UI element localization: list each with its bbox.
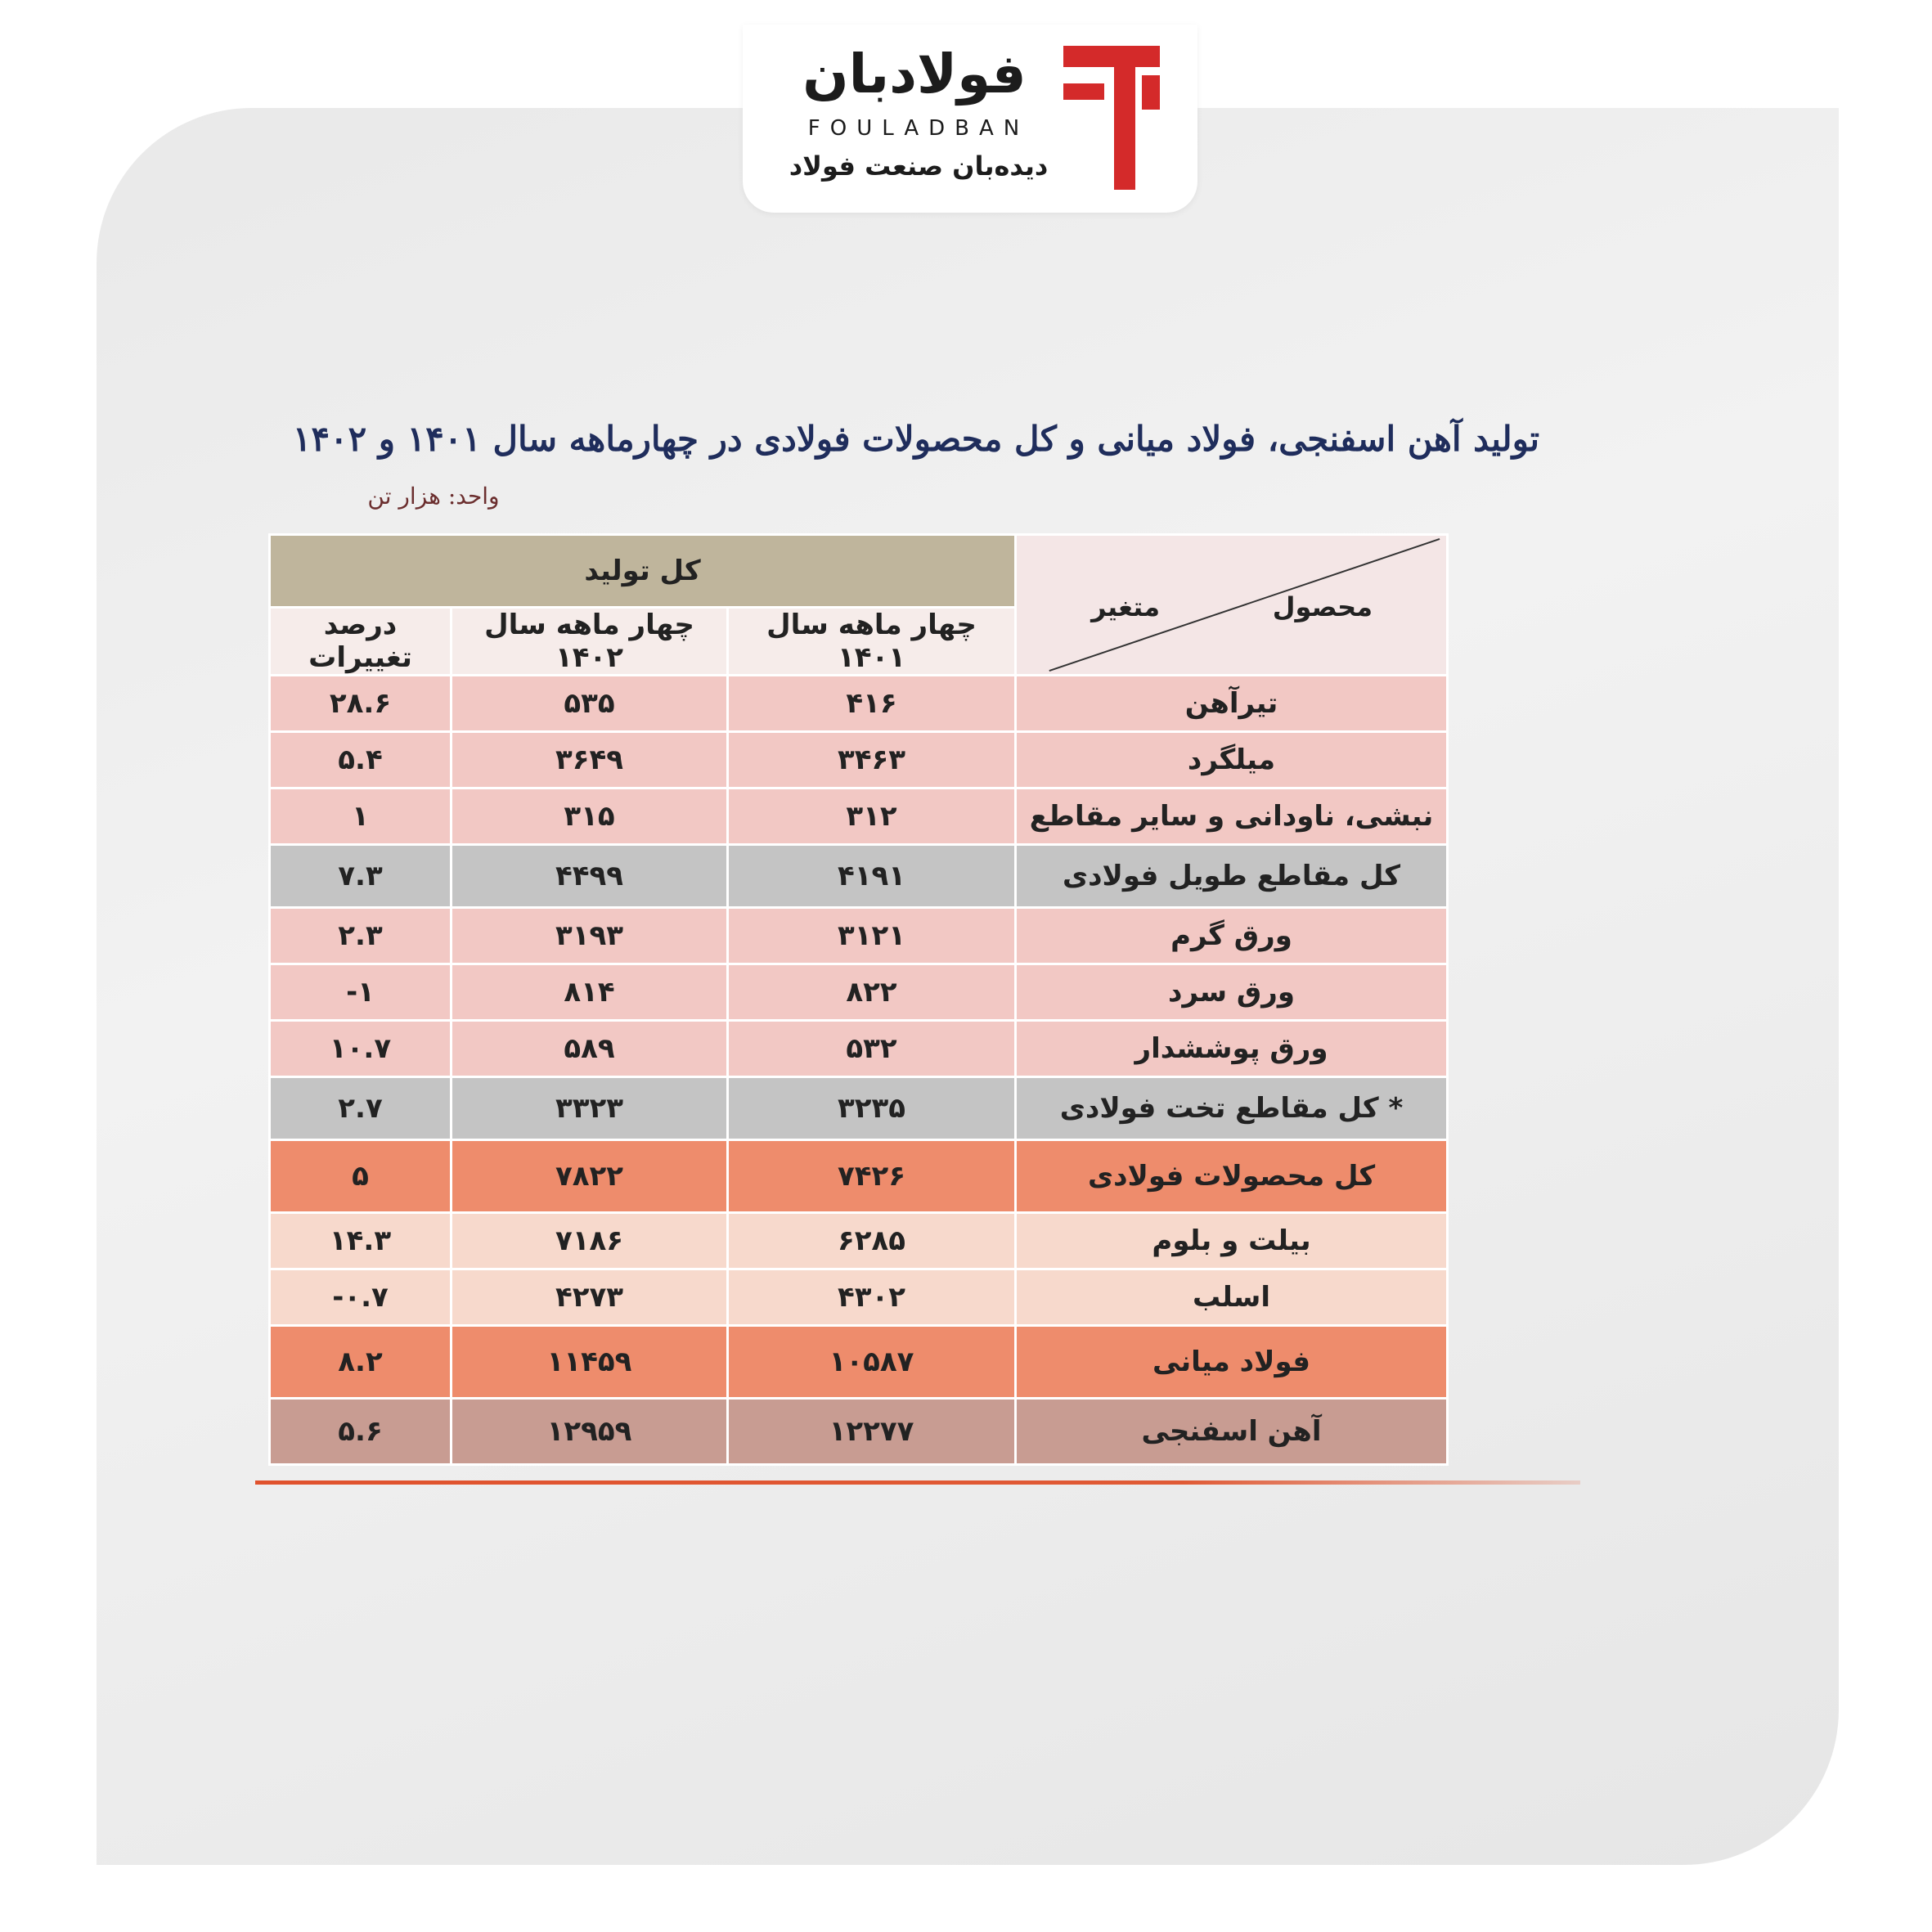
brand-logo (743, 25, 1197, 213)
cell-product: * کل مقاطع تخت فولادی (1016, 1077, 1448, 1140)
table-row (270, 1077, 1448, 1140)
cell-product: آهن اسفنجی (1016, 1399, 1448, 1465)
cell-1401: ۱۲۲۷۷ (728, 1399, 1016, 1465)
table-row (270, 845, 1448, 908)
corner-variable-label: متغیر (1091, 591, 1161, 622)
cell-change: ۷.۳ (270, 845, 452, 908)
cell-1401: ۸۲۲ (728, 964, 1016, 1021)
brand-name-fa: فولادبان (802, 43, 1027, 106)
cell-product: ورق پوششدار (1016, 1021, 1448, 1077)
cell-change: ۲.۷ (270, 1077, 452, 1140)
table-row (270, 1269, 1448, 1326)
chart-title: تولید آهن اسفنجی، فولاد میانی و کل محصولات فولادی در چهارماهه سال ۱۴۰۱ و ۱۴۰۲ (292, 419, 1540, 459)
table-row (270, 1140, 1448, 1213)
table-row (270, 1213, 1448, 1269)
cell-1402: ۳۱۵ (452, 789, 728, 845)
cell-1401: ۱۰۵۸۷ (728, 1326, 1016, 1399)
cell-1402: ۸۱۴ (452, 964, 728, 1021)
header-total-production: کل تولید (270, 535, 1016, 608)
brand-name-en: FOULADBAN (807, 116, 1030, 141)
cell-change: ۱ (270, 789, 452, 845)
cell-1401: ۷۴۲۶ (728, 1140, 1016, 1213)
bottom-divider (255, 1480, 1580, 1485)
production-table (268, 533, 1449, 1466)
corner-product-label: محصول (1272, 591, 1373, 622)
cell-1402: ۴۴۹۹ (452, 845, 728, 908)
cell-1402: ۳۳۲۳ (452, 1077, 728, 1140)
cell-product: تیرآهن (1016, 676, 1448, 732)
cell-1402: ۳۱۹۳ (452, 908, 728, 964)
cell-1401: ۴۱۶ (728, 676, 1016, 732)
cell-change: -۱ (270, 964, 452, 1021)
cell-1402: ۱۲۹۵۹ (452, 1399, 728, 1465)
cell-product: فولاد میانی (1016, 1326, 1448, 1399)
cell-1402: ۴۲۷۳ (452, 1269, 728, 1326)
corner-diagonal-line (1017, 536, 1446, 674)
cell-1401: ۴۳۰۲ (728, 1269, 1016, 1326)
cell-1402: ۵۸۹ (452, 1021, 728, 1077)
cell-1401: ۳۱۲۱ (728, 908, 1016, 964)
table-row (270, 732, 1448, 789)
cell-change: ۲.۳ (270, 908, 452, 964)
cell-1401: ۳۴۶۳ (728, 732, 1016, 789)
cell-1402: ۳۶۴۹ (452, 732, 728, 789)
cell-change: ۱۰.۷ (270, 1021, 452, 1077)
cell-product: کل محصولات فولادی (1016, 1140, 1448, 1213)
cell-1401: ۵۳۲ (728, 1021, 1016, 1077)
cell-change: ۵.۶ (270, 1399, 452, 1465)
cell-1401: ۳۱۲ (728, 789, 1016, 845)
table-row (270, 789, 1448, 845)
unit-label: واحد: هزار تن (367, 483, 500, 510)
table-row (270, 908, 1448, 964)
table-row (270, 676, 1448, 732)
cell-change: ۱۴.۳ (270, 1213, 452, 1269)
brand-tagline: دیده‌بان صنعت فولاد (789, 151, 1049, 182)
cell-1402: ۱۱۴۵۹ (452, 1326, 728, 1399)
cell-product: بیلت و بلوم (1016, 1213, 1448, 1269)
table-row (270, 1326, 1448, 1399)
cell-change: ۸.۲ (270, 1326, 452, 1399)
cell-product: نبشی، ناودانی و سایر مقاطع (1016, 789, 1448, 845)
cell-1401: ۶۲۸۵ (728, 1213, 1016, 1269)
cell-change: -۰.۷ (270, 1269, 452, 1326)
cell-change: ۵ (270, 1140, 452, 1213)
cell-product: میلگرد (1016, 732, 1448, 789)
table-row (270, 964, 1448, 1021)
col-header-1401: چهار ماهه سال ۱۴۰۱ (728, 608, 1016, 676)
cell-product: اسلب (1016, 1269, 1448, 1326)
cell-1402: ۵۳۵ (452, 676, 728, 732)
cell-1401: ۳۲۳۵ (728, 1077, 1016, 1140)
cell-change: ۵.۴ (270, 732, 452, 789)
col-header-1402: چهار ماهه سال ۱۴۰۲ (452, 608, 728, 676)
col-header-change: درصد تغییرات (270, 608, 452, 676)
cell-product: ورق گرم (1016, 908, 1448, 964)
cell-1402: ۷۱۸۶ (452, 1213, 728, 1269)
cell-product: ورق سرد (1016, 964, 1448, 1021)
cell-1402: ۷۸۲۲ (452, 1140, 728, 1213)
brand-mark-icon (1063, 46, 1161, 190)
header-corner (1016, 535, 1448, 676)
table-row (270, 1399, 1448, 1465)
cell-change: ۲۸.۶ (270, 676, 452, 732)
cell-product: کل مقاطع طویل فولادی (1016, 845, 1448, 908)
cell-1401: ۴۱۹۱ (728, 845, 1016, 908)
table-row (270, 1021, 1448, 1077)
